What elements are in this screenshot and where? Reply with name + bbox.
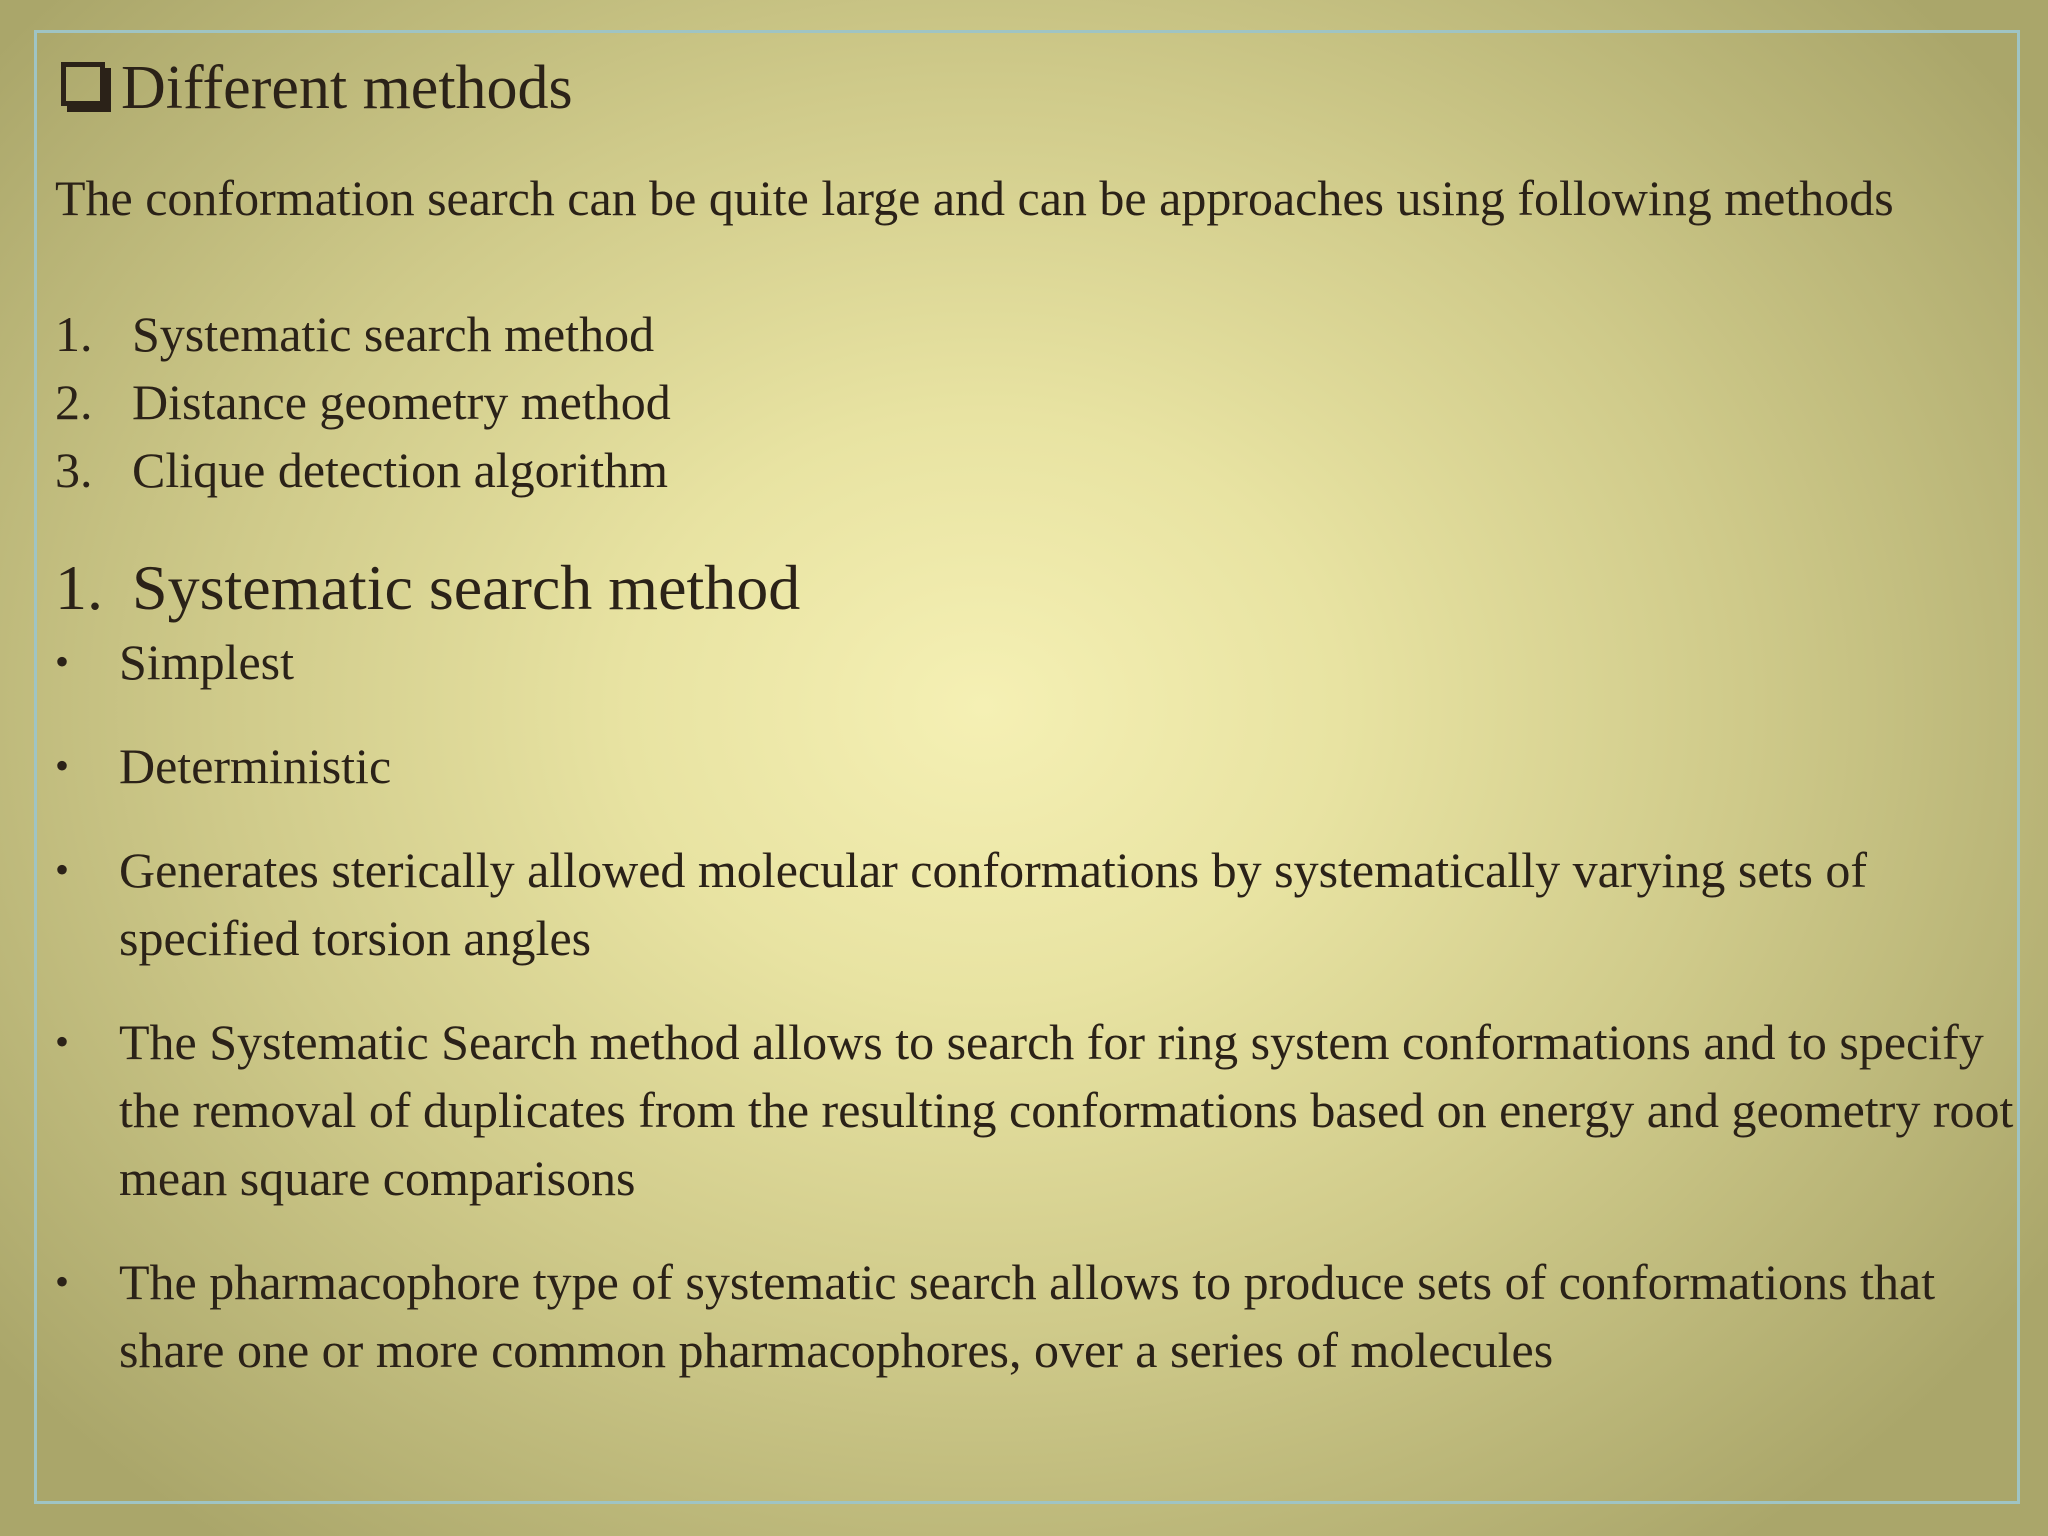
bullet-icon: • (55, 1019, 70, 1064)
bullet-item (55, 1248, 2015, 1384)
bullet-item (55, 836, 2015, 972)
bullet-text: Generates sterically allowed molecular conformations by systematically varying sets of specified torsion angles (119, 842, 1868, 966)
bullet-icon: • (55, 1259, 70, 1304)
list-item-label: Systematic search method (132, 306, 655, 362)
methods-list (55, 300, 671, 504)
methods-list-item (55, 436, 671, 504)
slide-heading (55, 52, 573, 124)
bullet-icon: • (55, 743, 70, 788)
bullet-list (55, 628, 2015, 1420)
section-number: 1. (55, 552, 103, 623)
list-item-label: Distance geometry method (132, 374, 671, 430)
list-item-label: Clique detection algorithm (132, 442, 668, 498)
slide-heading-text: Different methods (121, 54, 573, 122)
bullet-item (55, 628, 2015, 696)
bullet-item (55, 732, 2015, 800)
bullet-text: The pharmacophore type of systematic search allows to produce sets of conformations that share one or more common pharmacophores, over a series of molecules (119, 1254, 1936, 1378)
bullet-text: Simplest (119, 634, 295, 690)
bullet-item (55, 1008, 2015, 1212)
list-number: 3. (55, 442, 93, 498)
bullet-icon: • (55, 847, 70, 892)
section-title: Systematic search method (132, 552, 801, 623)
intro-paragraph: The conformation search can be quite large and can be approaches using following methods (55, 170, 1894, 226)
bullet-icon: • (55, 639, 70, 684)
bullet-text: Deterministic (119, 738, 392, 794)
bullet-text: The Systematic Search method allows to search for ring system conformations and to specify the removal of duplicates from the resulting conformations based on energy and geometry root mean square comparisons (119, 1014, 2014, 1206)
methods-list-item (55, 368, 671, 436)
list-number: 1. (55, 306, 93, 362)
methods-list-item (55, 300, 671, 368)
list-number: 2. (55, 374, 93, 430)
checkbox-bullet-icon (61, 62, 105, 106)
section-heading (55, 550, 800, 626)
